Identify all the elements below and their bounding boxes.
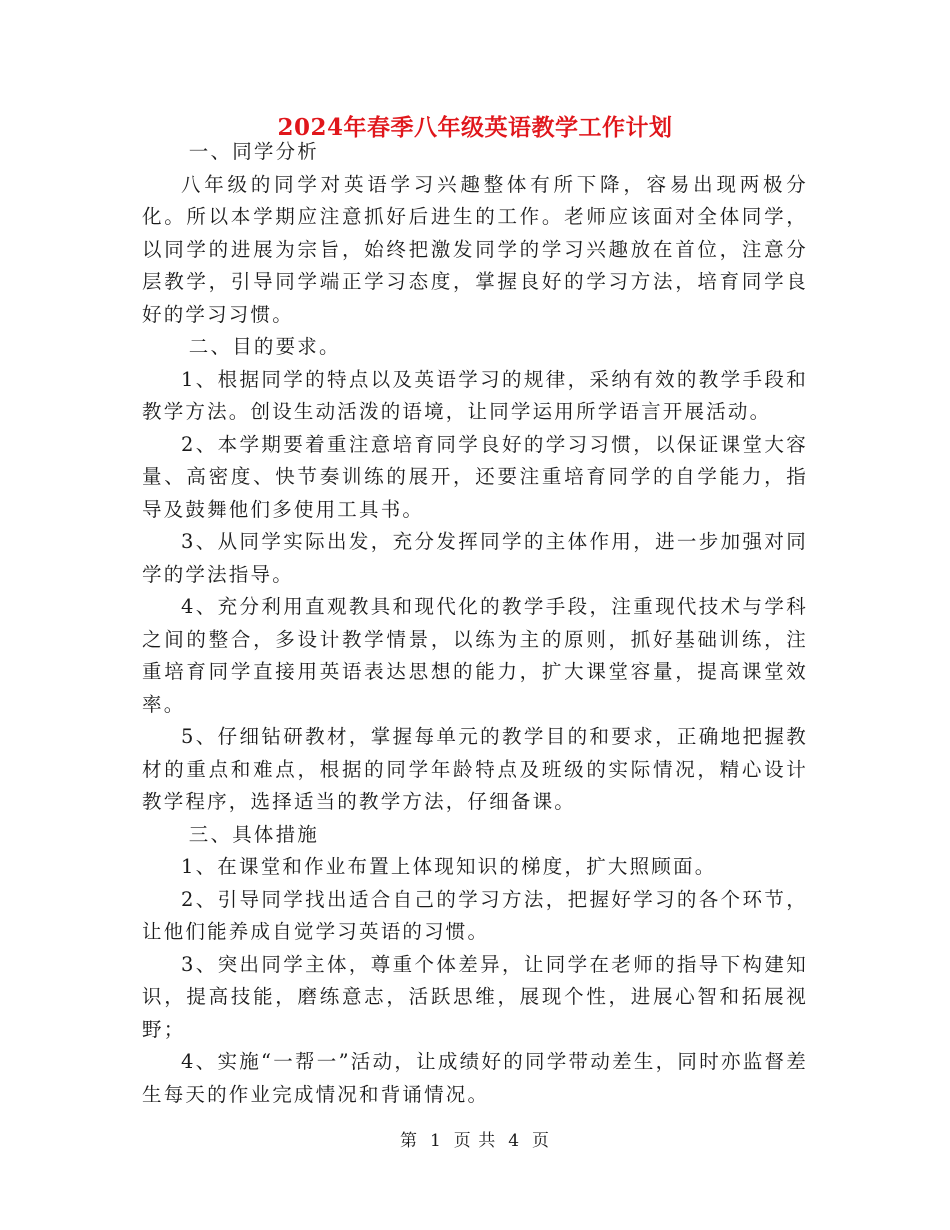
section-heading-analysis: 一、同学分析	[188, 140, 319, 163]
paragraph: 1、根据同学的特点以及英语学习的规律，采纳有效的教学手段和教学方法。创设生动活泼的语境，让同学运用所学语言开展活动。	[142, 367, 808, 423]
paragraph: 3、从同学实际出发，充分发挥同学的主体作用，进一步加强对同学的学法指导。	[142, 530, 808, 586]
footer-mid: 页 共	[453, 1131, 497, 1151]
paragraph: 3、突出同学主体，尊重个体差异，让同学在老师的指导下构建知识，提高技能，磨练意志，活跃思维，展现个性，进展心智和拓展视野；	[142, 952, 808, 1041]
footer-prefix: 第	[399, 1131, 418, 1151]
document-body	[142, 136, 808, 1111]
paragraph: 2、本学期要着重注意培育同学良好的学习习惯，以保证课堂大容量、高密度、快节奏训练的展开，还要注重培育同学的自学能力，指导及鼓舞他们多使用工具书。	[142, 432, 808, 521]
paragraph: 2、引导同学找出适合自己的学习方法，把握好学习的各个环节，让他们能养成自觉学习英语的习惯。	[142, 887, 808, 943]
document-title: 2024年春季八年级英语教学工作计划	[277, 114, 673, 141]
paragraph: 1、在课堂和作业布置上体现知识的梯度，扩大照顾面。	[181, 855, 717, 878]
total-page-count: 4	[508, 1131, 521, 1151]
paragraph: 4、实施“一帮一”活动，让成绩好的同学带动差生，同时亦监督差生每天的作业完成情况和背诵情况。	[142, 1050, 808, 1106]
section-heading-goals: 二、目的要求。	[188, 335, 341, 358]
paragraph: 八年级的同学对英语学习兴趣整体有所下降，容易出现两极分化。所以本学期应注意抓好后进生的工作。老师应该面对全体同学，以同学的进展为宗旨，始终把激发同学的学习兴趣放在首位，注意分层教学，引导同学端正学习态度，掌握良好的学习方法，培育同学良好的学习习惯。	[142, 172, 808, 326]
paragraph: 5、仔细钻研教材，掌握每单元的教学目的和要求，正确地把握教材的重点和难点，根据的同学年龄特点及班级的实际情况，精心设计教学程序，选择适当的教学方法，仔细备课。	[142, 725, 808, 813]
footer-suffix: 页	[532, 1131, 551, 1151]
page-footer	[0, 1126, 950, 1151]
paragraph: 4、充分利用直观教具和现代化的教学手段，注重现代技术与学科之间的整合，多设计教学情景，以练为主的原则，抓好基础训练，注重培育同学直接用英语表达思想的能力，扩大课堂容量，提高课堂效率。	[142, 595, 808, 716]
section-heading-measures: 三、具体措施	[188, 822, 319, 846]
current-page-number: 1	[429, 1131, 442, 1151]
